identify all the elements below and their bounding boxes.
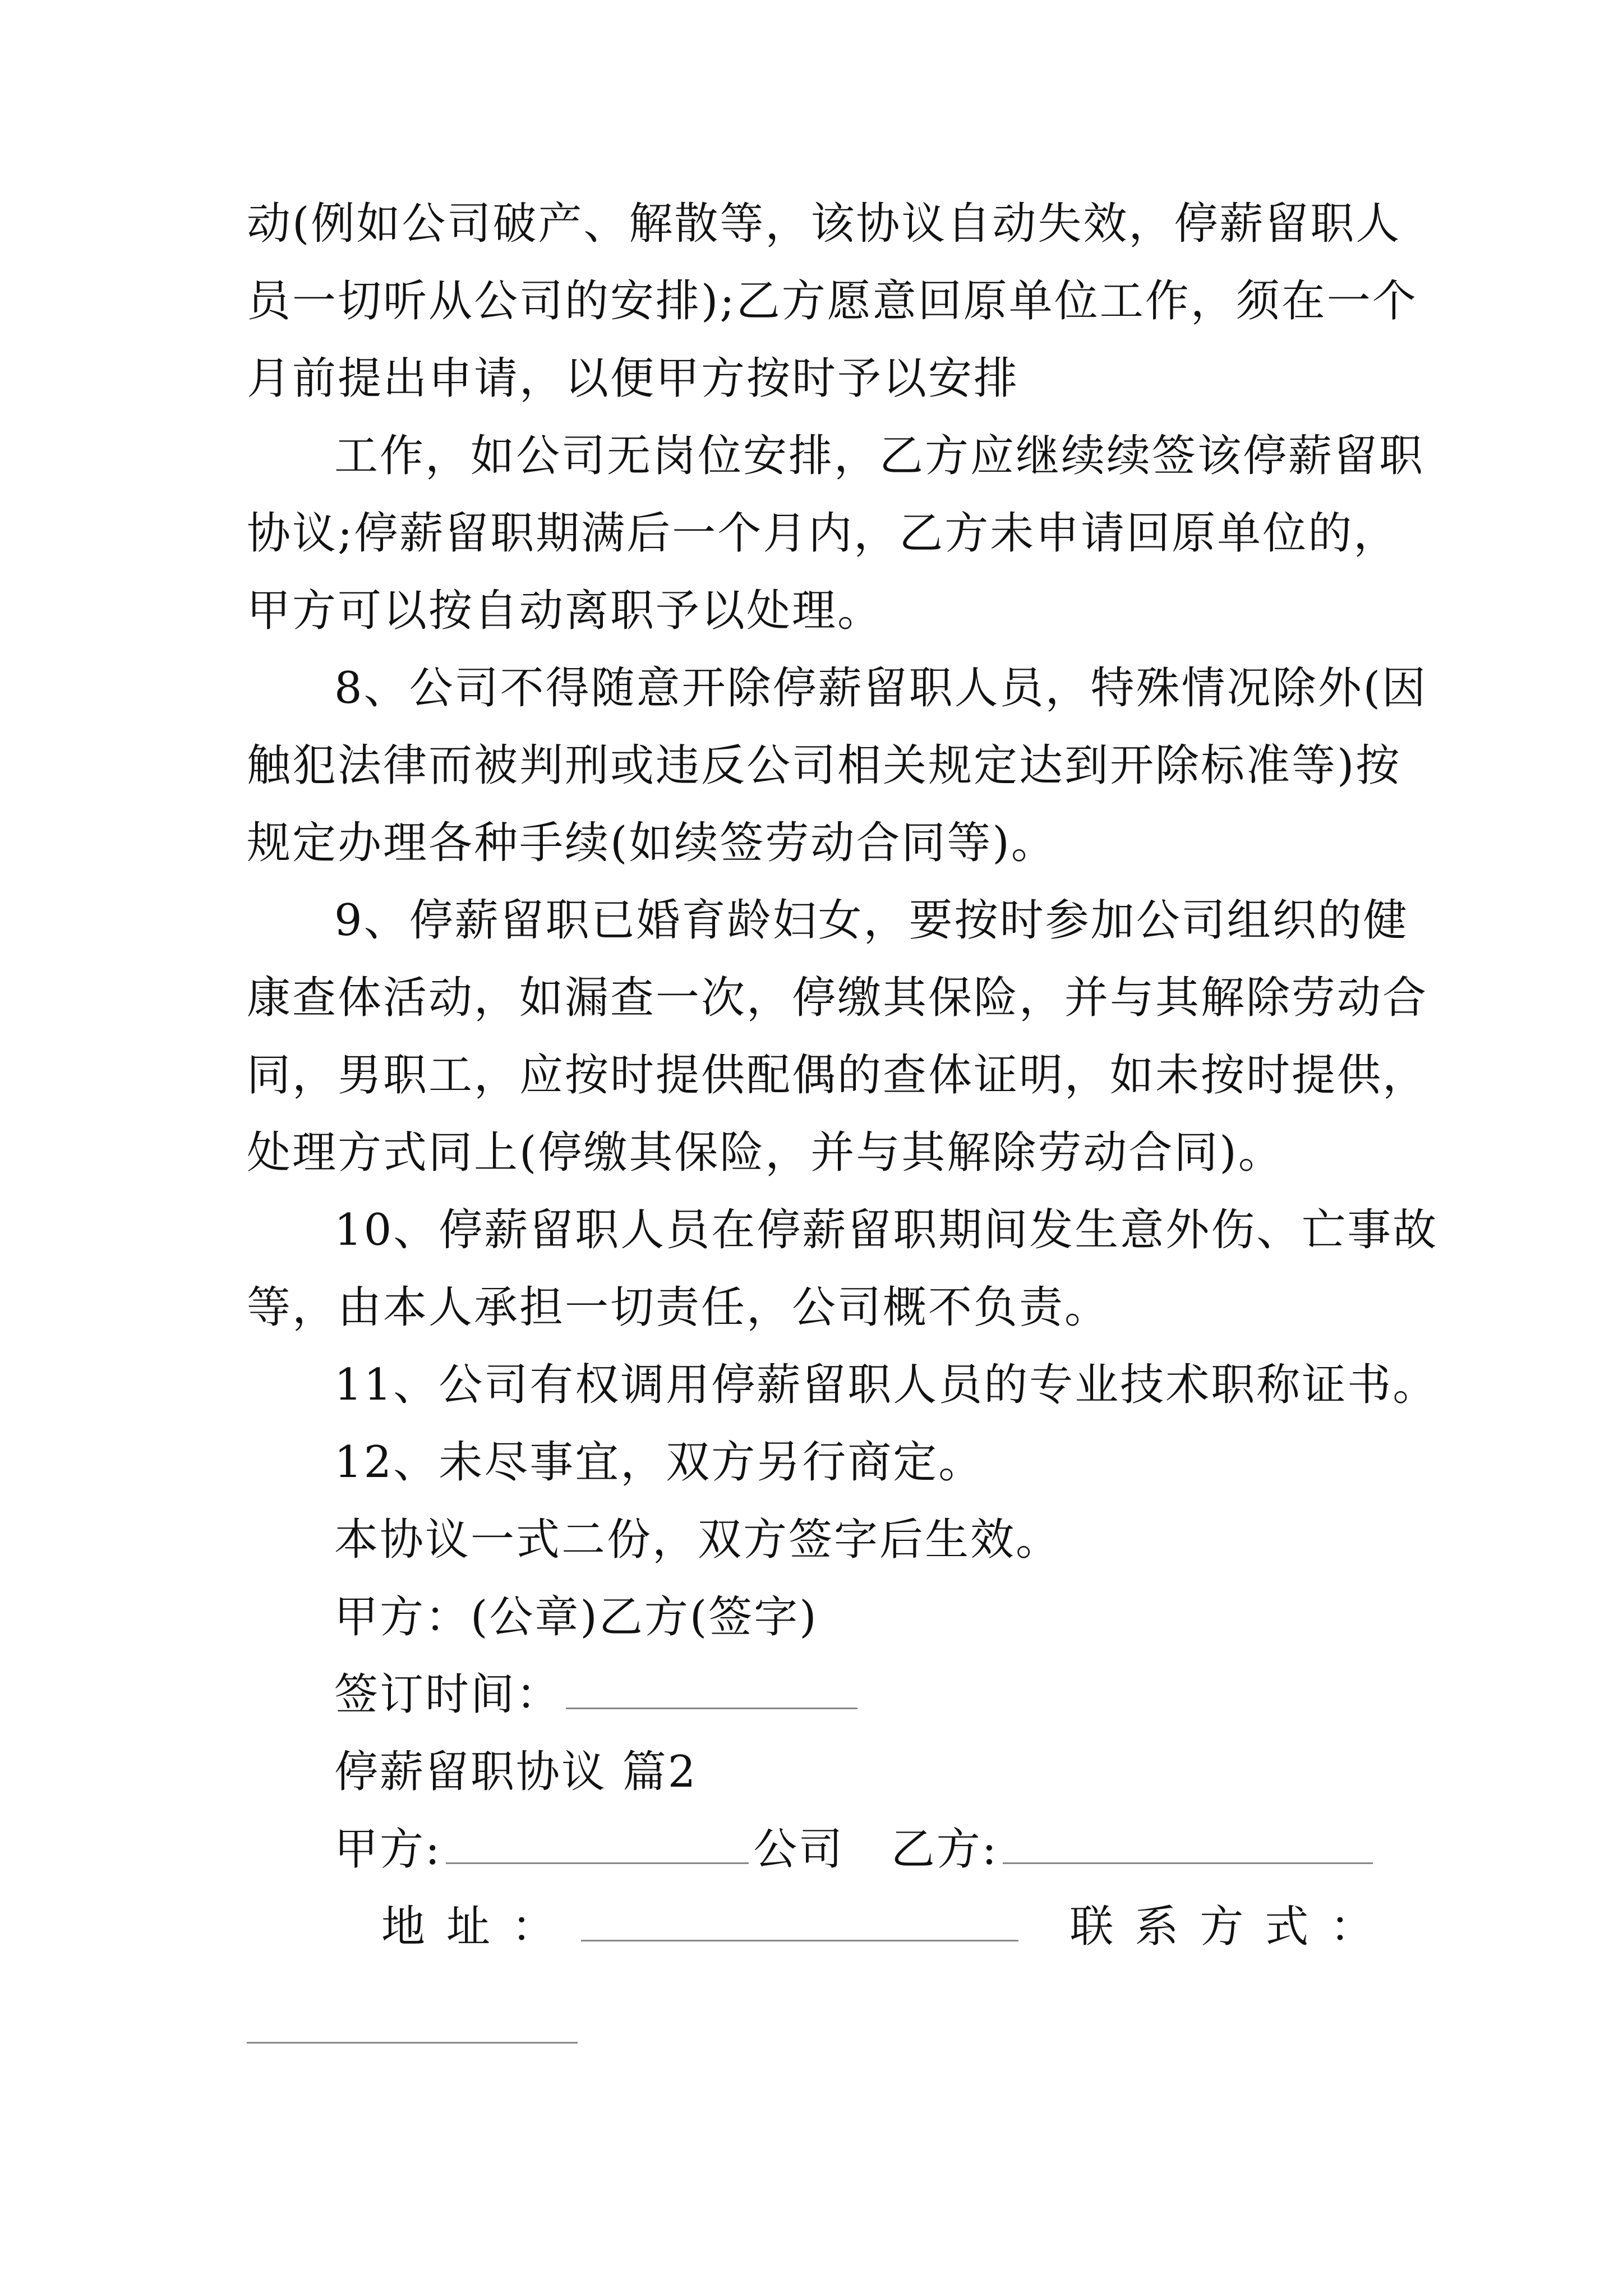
party-row (247, 1811, 1391, 1888)
address-label: 地址： (381, 1902, 577, 1952)
sign-time-row (247, 1656, 1391, 1733)
address-row (247, 1888, 1395, 1966)
clause-11-line: 11、公司有权调用停薪留职人员的专业技术职称证书。 (334, 1360, 1438, 1410)
paragraph-line: 等，由本人承担一切责任，公司概不负责。 (247, 1282, 1110, 1333)
paragraph-line: 触犯法律而被判刑或违反公司相关规定达到开除标准等)按 (247, 740, 1401, 791)
paragraph-line: 动(例如公司破产、解散等，该协议自动失效，停薪留职人 (247, 199, 1401, 249)
document-body (247, 185, 1438, 1966)
paragraph-line: 工作，如公司无岗位安排，乙方应继续续签该停薪留职 (334, 431, 1425, 481)
paragraph-line: 协议;停薪留职期满后一个月内，乙方未申请回原单位的， (247, 508, 1399, 559)
address-blank (581, 1905, 1018, 1941)
party-b-blank (1003, 1828, 1373, 1864)
contact-blank-continuation (247, 2042, 578, 2044)
paragraph-line: 康查体活动，如漏查一次，停缴其保险，并与其解除劳动合 (247, 973, 1428, 1023)
party-a-blank (446, 1828, 749, 1864)
party-b-label: 乙方: (891, 1824, 998, 1875)
party-a-label: 甲方: (334, 1824, 442, 1875)
clause-12-line: 12、未尽事宜，双方另行商定。 (334, 1437, 984, 1488)
sign-time-label: 签订时间： (334, 1669, 562, 1720)
paragraph-line: 员一切听从公司的安排);乙方愿意回原单位工作，须在一个 (247, 276, 1418, 326)
signature-parties: 甲方：(公章)乙方(签字) (334, 1592, 818, 1642)
sign-time-blank (566, 1673, 857, 1709)
section-2-title: 停薪留职协议 篇2 (334, 1747, 698, 1797)
clause-10-line: 10、停薪留职人员在停薪留职期间发生意外伤、亡事故 (334, 1205, 1438, 1255)
clause-8-line: 8、公司不得随意开除停薪留职人员，特殊情况除外(因 (334, 663, 1428, 714)
paragraph-line: 月前提出申请，以便甲方按时予以安排 (247, 353, 1020, 404)
company-label: 公司 (753, 1824, 845, 1875)
paragraph-line: 规定办理各种手续(如续签劳动合同等)。 (247, 818, 1057, 868)
paragraph-line: 甲方可以按自动离职予以处理。 (247, 586, 883, 636)
contact-label: 联系方式： (1069, 1902, 1395, 1952)
paragraph-line: 同，男职工，应按时提供配偶的查体证明，如未按时提供， (247, 1050, 1428, 1101)
effective-statement: 本协议一式二份，双方签字后生效。 (334, 1515, 1062, 1565)
paragraph-line: 处理方式同上(停缴其保险，并与其解除劳动合同)。 (247, 1128, 1284, 1178)
clause-9-line: 9、停薪留职已婚育龄妇女，要按时参加公司组织的健 (334, 895, 1409, 946)
